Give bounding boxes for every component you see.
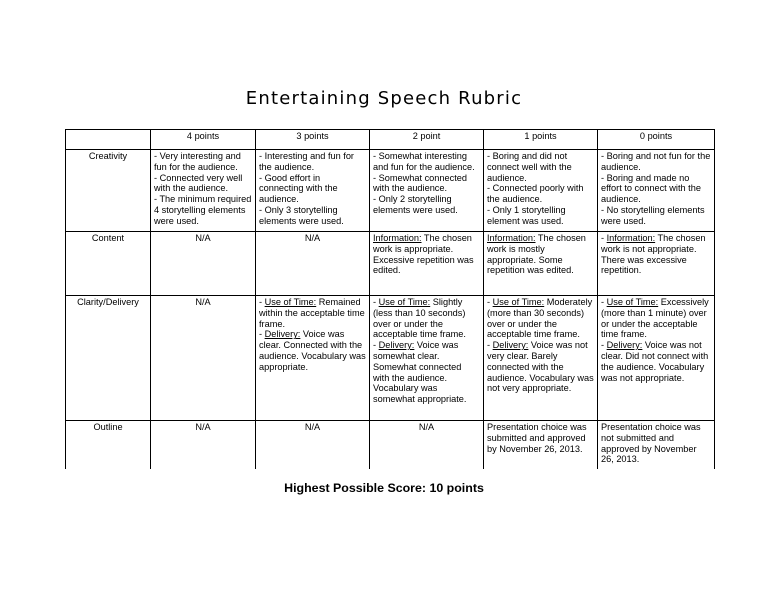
- criterion-outline: Outline: [66, 421, 151, 469]
- row-content: [66, 232, 715, 296]
- page-title: Entertaining Speech Rubric: [245, 88, 523, 109]
- use-of-time-key: Use of Time:: [264, 297, 317, 307]
- use-of-time-item: [373, 297, 480, 340]
- delivery-item: [487, 340, 594, 394]
- use-of-time-text: Slightly (less than 10 seconds) over or under the acceptable time frame.: [373, 297, 466, 340]
- bullet-prefix: -: [373, 297, 379, 307]
- bullet-prefix: -: [259, 329, 265, 340]
- bullet-prefix: -: [259, 297, 265, 307]
- header-2-point: 2 point: [370, 130, 484, 150]
- content-1-points: [484, 232, 598, 296]
- row-outline: [66, 421, 715, 469]
- criterion-content: Content: [66, 232, 151, 296]
- delivery-key: Delivery:: [606, 340, 643, 351]
- outline-3-points: N/A: [256, 421, 370, 469]
- delivery-item: [601, 340, 711, 383]
- clarity-1-points: [484, 296, 598, 421]
- content-0-points: [598, 232, 715, 296]
- header-blank-cell: [66, 130, 151, 150]
- delivery-item: [373, 340, 480, 405]
- header-row: [66, 130, 715, 150]
- delivery-key: Delivery:: [378, 340, 415, 351]
- bullet-prefix: -: [487, 297, 493, 307]
- bullet-prefix: -: [487, 340, 493, 351]
- bullet-prefix: -: [601, 340, 607, 351]
- information-key: Information:: [606, 233, 656, 243]
- clarity-4-points: N/A: [151, 296, 256, 421]
- creativity-0-points: - Boring and not fun for the audience. - Boring and made no effort to connect with the audience. - No storytelling elements were used.: [598, 150, 715, 232]
- header-4-points: 4 points: [151, 130, 256, 150]
- clarity-2-point: [370, 296, 484, 421]
- content-4-points: N/A: [151, 232, 256, 296]
- use-of-time-item: [259, 297, 366, 329]
- header-0-points: 0 points: [598, 130, 715, 150]
- creativity-2-point: - Somewhat interesting and fun for the audience. - Somewhat connected with the audience. - Only 2 storytelling elements were used.: [370, 150, 484, 232]
- use-of-time-item: [487, 297, 594, 340]
- delivery-text: Voice was not very clear. Barely connected with the audience. Vocabulary was not very appropriate.: [487, 340, 594, 394]
- use-of-time-key: Use of Time:: [606, 297, 659, 307]
- clarity-3-points: [256, 296, 370, 421]
- bullet-prefix: -: [373, 340, 379, 351]
- row-clarity-delivery: [66, 296, 715, 421]
- rubric-table: [65, 129, 715, 469]
- delivery-key: Delivery:: [264, 329, 301, 340]
- outline-2-point: N/A: [370, 421, 484, 469]
- content-3-points: N/A: [256, 232, 370, 296]
- criterion-clarity-delivery: Clarity/Delivery: [66, 296, 151, 421]
- content-2-point: [370, 232, 484, 296]
- highest-possible-score: Highest Possible Score: 10 points: [284, 481, 484, 495]
- creativity-4-points: - Very interesting and fun for the audience. - Connected very well with the audience. - The minimum required 4 storytelling elements were used.: [151, 150, 256, 232]
- information-key: Information:: [373, 233, 422, 243]
- use-of-time-text: Remained within the acceptable time frame.: [259, 297, 365, 329]
- use-of-time-text: Moderately (more than 30 seconds) over or under the acceptable time frame.: [487, 297, 593, 340]
- header-1-points: 1 points: [484, 130, 598, 150]
- use-of-time-key: Use of Time:: [492, 297, 545, 307]
- content-0-text: The chosen work is not appropriate. There was excessive repetition.: [601, 233, 706, 276]
- information-key: Information:: [487, 233, 536, 243]
- outline-1-points: Presentation choice was submitted and approved by November 26, 2013.: [484, 421, 598, 469]
- creativity-3-points: - Interesting and fun for the audience. - Good effort in connecting with the audience. - Only 3 storytelling elements were used.: [256, 150, 370, 232]
- row-creativity: [66, 150, 715, 232]
- use-of-time-item: [601, 297, 711, 340]
- criterion-creativity: Creativity: [66, 150, 151, 232]
- outline-0-points: Presentation choice was not submitted and approved by November 26, 2013.: [598, 421, 715, 469]
- bullet-prefix: -: [601, 297, 607, 307]
- outline-4-points: N/A: [151, 421, 256, 469]
- content-1-text: The chosen work is mostly appropriate. Some repetition was edited.: [487, 233, 586, 276]
- header-3-points: 3 points: [256, 130, 370, 150]
- use-of-time-text: Excessively (more than 1 minute) over or under the acceptable time frame.: [601, 297, 709, 340]
- delivery-key: Delivery:: [492, 340, 529, 351]
- clarity-0-points: [598, 296, 715, 421]
- bullet-prefix: -: [601, 233, 607, 243]
- content-2-text: The chosen work is appropriate. Excessive repetition was edited.: [373, 233, 474, 276]
- delivery-text: Voice was somewhat clear. Somewhat connected with the audience. Vocabulary was somewhat appropriate.: [373, 340, 467, 405]
- creativity-1-points: - Boring and did not connect well with the audience. - Connected poorly with the audience. - Only 1 storytelling element was used.: [484, 150, 598, 232]
- delivery-item: [259, 329, 366, 372]
- delivery-text: Voice was clear. Connected with the audience. Vocabulary was appropriate.: [259, 329, 366, 372]
- delivery-text: Voice was not clear. Did not connect with the audience. Vocabulary was not appropriate.: [601, 340, 709, 383]
- use-of-time-key: Use of Time:: [378, 297, 431, 307]
